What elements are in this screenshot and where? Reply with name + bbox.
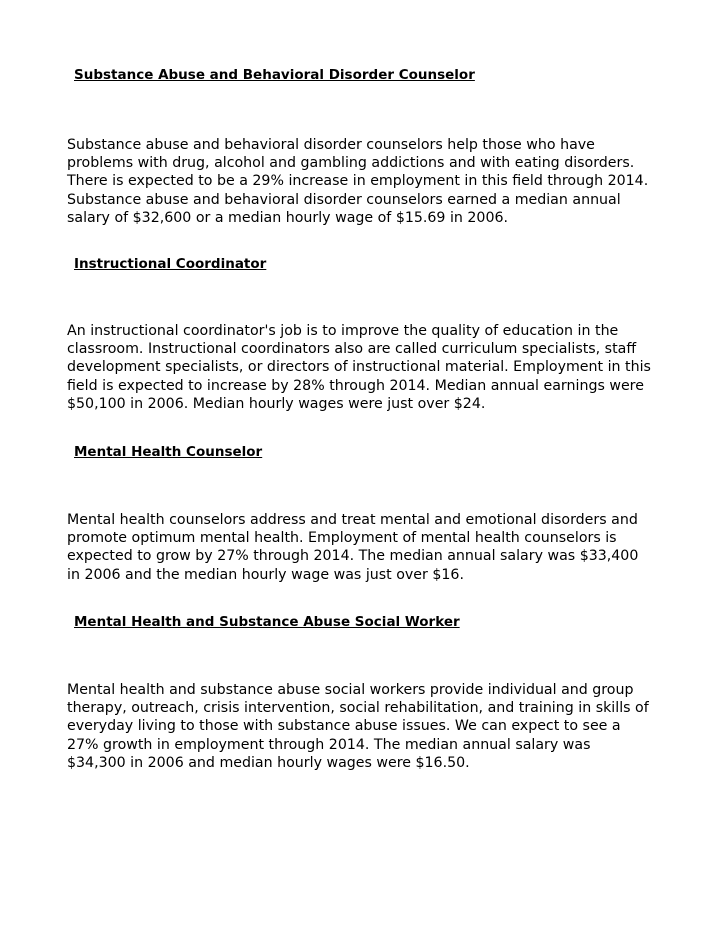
body-line: field is expected to increase by 28% through 2014. Median annual earnings were — [67, 377, 644, 394]
body-line: therapy, outreach, crisis intervention, social rehabilitation, and training in skills of — [67, 700, 649, 717]
body-line: classroom. Instructional coordinators also are called curriculum specialists, staff — [67, 341, 637, 358]
section-body — [67, 322, 651, 413]
section-body — [67, 511, 638, 584]
body-line: everyday living to those with substance abuse issues. We can expect to see a — [67, 718, 621, 735]
section-heading: Mental Health Counselor — [74, 444, 263, 460]
section-heading: Instructional Coordinator — [74, 256, 267, 272]
body-line: Substance abuse and behavioral disorder counselors earned a median annual — [67, 191, 621, 208]
body-line: salary of $32,600 or a median hourly wage of $15.69 in 2006. — [67, 209, 509, 226]
body-line: An instructional coordinator's job is to improve the quality of education in the — [67, 323, 619, 339]
body-line: expected to grow by 27% through 2014. The median annual salary was $33,400 — [67, 548, 639, 565]
section-heading: Substance Abuse and Behavioral Disorder Counselor — [74, 67, 475, 83]
body-line: Substance abuse and behavioral disorder counselors help those who have — [67, 137, 595, 153]
body-line: 27% growth in employment through 2014. The median annual salary was — [67, 736, 591, 753]
section-body — [67, 136, 648, 227]
body-line: development specialists, or directors of instructional material. Employment in this — [67, 359, 651, 376]
body-line: $34,300 in 2006 and median hourly wages were $16.50. — [67, 754, 470, 771]
body-line: promote optimum mental health. Employment of mental health counselors is — [67, 530, 617, 547]
section-heading: Mental Health and Substance Abuse Social Worker — [74, 614, 460, 630]
section-body — [67, 681, 649, 772]
body-line: problems with drug, alcohol and gambling addictions and with eating disorders. — [67, 155, 635, 172]
body-line: There is expected to be a 29% increase in employment in this field through 2014. — [67, 173, 649, 190]
body-line: Mental health and substance abuse social workers provide individual and group — [67, 682, 634, 698]
body-line: Mental health counselors address and treat mental and emotional disorders and — [67, 512, 638, 528]
body-line: in 2006 and the median hourly wage was just over $16. — [67, 566, 464, 583]
body-line: $50,100 in 2006. Median hourly wages were just over $24. — [67, 395, 486, 412]
